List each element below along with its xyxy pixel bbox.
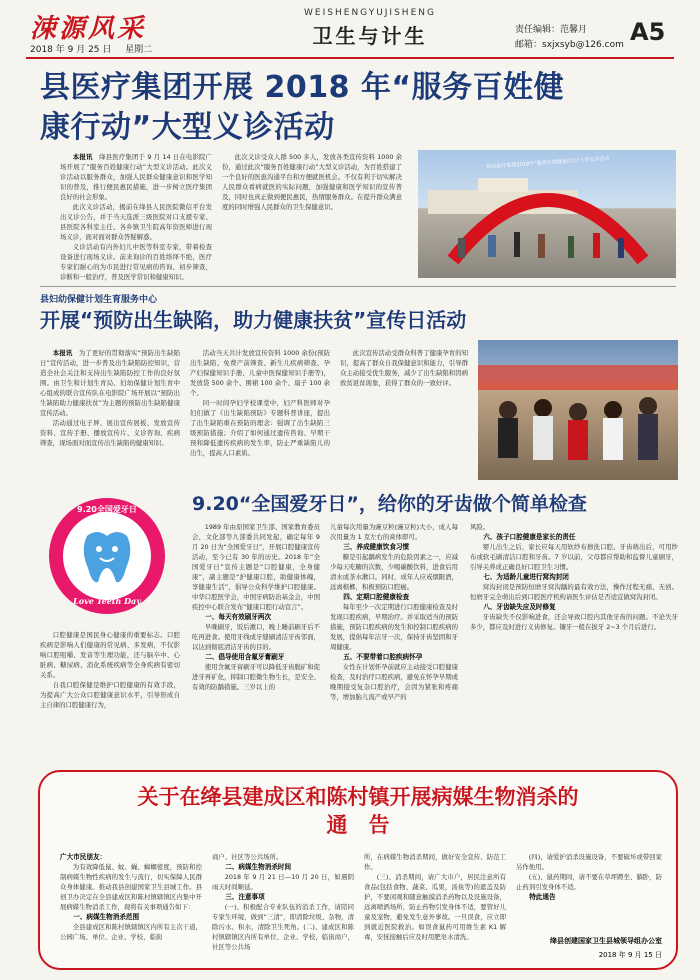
issue-date [30, 42, 152, 55]
article3-col2-c: 使用含氟牙膏刷牙可以降低牙齿脱矿和促进牙再矿化，抑制口腔微生物生长，是安全、有效的防龋措施。三岁以上的 [192, 663, 320, 691]
article3-col2 [192, 522, 320, 762]
article3-col3 [330, 522, 458, 762]
arch-banner-text: 绛县医疗集团2018年“服务百姓健康行动”大型义诊活动 [486, 155, 610, 171]
article2-p2: 活动通过电子屏、展出宣传展板、发放宣传资料、宣传手册、播放宣传片、义诊咨询、疾病筛查，现场面对面宣传出生缺陷的健康知识。 [40, 419, 180, 447]
article2-col1 [40, 348, 180, 486]
paper-name: 涑源风采 [30, 14, 147, 44]
tip-heading-5: 五、不要带着口腔疾病怀孕 [343, 653, 423, 661]
tip-heading-3: 三、养成健康饮食习惯 [343, 543, 410, 551]
editor-line [515, 22, 587, 35]
article1-headline-line1: 县医疗集团开展 2018 年“服务百姓健 [40, 70, 565, 105]
tip-heading-1: 一、每天有效刷牙两次 [205, 613, 272, 621]
crowd-illustration [478, 340, 678, 480]
notice-c4-b: (五)、鼠药期间，请不要在草坪蹲坐、躺卧，防止药剂引发身体不适。 [516, 873, 662, 891]
notice-c4-a: (四)、请爱护消杀设施设备，不要破坏或带回家另作他用。 [516, 853, 662, 871]
article2-p3: 活动当天共计发放宣传资料 1000 余份(预防出生缺陷、免费产前筛查、新生儿疾病筛查、孕产妇保健知识手册、儿童中医保健知识手册等)，发放袋 500 余个、围裙 100 余个、扇子 100 余个。 [190, 349, 330, 397]
article2-col3 [340, 348, 468, 458]
article2-p1: 为了更好的贯彻落实“预防出生缺陷日”宣传活动，进一步普及出生缺陷防控知识，营造全社会关注和支持出生缺陷防控工作的良好氛围。由卫生和计划生育局、妇幼保健计划生育中心组成的联合宣传队在电影院广场开展以“预防出生缺陷助力健康扶贫”为主题的预防出生缺陷健康宣传活动。 [40, 349, 180, 417]
notice-c2-c: (一)、积极配合专业队伍的消杀工作，请陪同专家生环境，做到“三清”，即清除垃圾、杂物，清除污水、积水，清除卫生死角。(二)、建成区和陈村镇辖镇区内所有单位、企业、学校，临街商户，社区等公共场 [212, 903, 354, 951]
notice-heading-2: 二、病媒生物消杀时间 [225, 863, 292, 871]
notice-box [38, 770, 678, 970]
article3-col3-d: 女性在计划怀孕前就应主动接受口腔健康检查，及时治疗口腔疾病，避免在怀孕早期或晚期接受复杂口腔治疗，会因为紧张和疼痛等，增加胎儿流产或早产的 [330, 663, 458, 701]
notice-heading-1: 一、病媒生物消杀范围 [73, 913, 140, 921]
article3-col3-b: 糖是引起龋病发生的危险因素之一，应减少每天吃糖的次数，少喝碳酸饮料，进食后用清水或茶水漱口。同时，成年人应戒烟限酒，远离槟榔，积极预防口腔癌。 [330, 553, 458, 591]
tip-heading-8: 八、牙齿缺失应及时修复 [483, 603, 556, 611]
logo-top-text: 9.20全国爱牙日 [77, 505, 137, 514]
article3-col1 [40, 630, 180, 760]
section-title: 卫生与计生 [312, 24, 428, 48]
notice-c3-a: 所，在病媒生物消杀期间，做好安全宣传、防范工作。 [364, 853, 506, 871]
article3-col4-c: 窝沟封闭是预防恒磨牙窝沟龋的最有效方法，操作过程无痛、无创。恒磨牙完全萌出后到口腔医疗机构请医生评估是否适宜做窝沟封闭。 [470, 583, 678, 601]
article1-lead: 本报讯 [72, 153, 93, 161]
page-number: A5 [630, 18, 666, 46]
notice-greeting: 广大市民朋友： [60, 853, 107, 861]
event-arch-illustration [418, 150, 676, 278]
section-pinyin: WEISHENGYUJISHENG [304, 8, 436, 18]
header-rule [26, 57, 674, 59]
notice-heading-3: 三、注意事项 [225, 893, 265, 901]
tip-heading-6: 六、孩子口腔健康是家长的责任 [483, 533, 576, 541]
tip-heading-4: 四、定期口腔健康检查 [343, 593, 410, 601]
article3-col2-b: 早晚刷牙，饭后漱口，晚上睡前刷牙后不吃再进食。使用牙线或牙缝刷清洁牙齿邻面，以达到彻底清洁牙齿的目的。 [192, 623, 320, 651]
article3-col4-a: 风险。 [470, 523, 490, 531]
article2-col2 [190, 348, 330, 476]
notice-closing: 特此通告 [529, 893, 556, 901]
notice-c2-b: 2018 年 9 月 21 日—10 月 20 日，如遇阴雨天时间顺延。 [212, 873, 354, 891]
notice-c3-b: (三)、消杀期间，请广大市户，居民注意所有食品(包括食物、蔬菜、瓜果，汤鱼等)的遮盖及防护，不要闲观和随意触摸消杀药物以及设施设备，远离喷洒场所，防止药物引发身体不适，要管好儿童及宠物，避免发生意外事故。一旦误食，应立即到就近医院救治。如误食鼠药可用维生素 K1 解毒，安抚接触后应及时用肥皂水清洗。 [364, 873, 506, 941]
article1-p4: 此次义诊受众人群 500 多人，发放各类宣传资料 1000 余份，通过此次“服务百姓健康行动”大型义诊活动，为百姓搭建了一个良好的医患沟通平台和方便就医机会。不仅有利于切实解决人民群众看病就医的实际问题，加强健康和医学知识的宣传普及，同时也真正做到便民惠民，热情服务群众。在提升群众满意度的同时增强人民群众的卫生保健意识。 [222, 153, 402, 211]
article3-col2-a: 1989 年由原国家卫生部、国家教育委员会，文化部等九部委共同发起，确定每年 9 月 20 日为“全国爱牙日”，开展口腔健康宣传活动，至今已有 30 年的历史。2018 年“全国爱牙日”宣传主题是“口腔健康，全身健康”，副主题是“护健康口腔，助健康体魄，享健康生活”，倡导公众科学维护口腔健康。中华口腔医学会，中国牙病防治基金会，中国疾控中心联合发布“健康口腔行动宣言”。 [192, 523, 320, 611]
article3-headline: 9.20“全国爱牙日”，给你的牙齿做个简单检查 [192, 493, 587, 515]
article1-col1 [60, 152, 212, 282]
notice-col4 [516, 852, 662, 932]
divider-1 [40, 286, 676, 287]
email-label: 邮箱： [515, 40, 543, 50]
editor-label: 责任编辑： [515, 25, 561, 35]
article1-p3: 义诊活动有内外妇儿中医等科室专家，带着检查设备进行现场义诊。前来询诊的百姓络绎不绝，医疗专家们耐心的为市民进行常见病的咨询、初步筛查，诊断和一般治疗，普及医学常识和健康知识。 [60, 243, 212, 281]
article3-col3-c: 每年至少一次定期进行口腔健康检查及时发现口腔疾病，早期治疗。并采取适当的预防措施，预防口腔疾病的发生和控制口腔疾病的发展，提倡每年洁牙一次，保持牙齿坚固和牙周健康。 [330, 603, 458, 651]
article3-intro-b: 自我口腔保健是维护口腔健康的有效手段，为提高广大公众口腔健康意识水平，引导形成自主自律的口腔健康行为， [40, 681, 180, 709]
article3-col4-d: 牙齿缺失不仅影响进食，还会导致口腔内其他牙齿的问题。不论失牙多少，都应及时进行义齿修复。镶牙一般在拔牙 2~3 个月后进行。 [470, 613, 678, 631]
article2-p4: 同一时间孕妇学校课堂中，妇产科医师对孕妇们做了《出生缺陷预防》专题科普讲座，提出了出生缺陷重在预防的理念：强调了出生缺陷三级预防措施；介绍了如何通过遗传咨询、早期干预和降低遗传疾病的发生率，防止严重缺陷儿的出生，提高人口素质。 [190, 399, 330, 457]
editor-name: 范馨月 [560, 25, 588, 35]
article2-p5: 此次宣传活动受群众科普了健康孕育的知识，提高了群众自我保健意识和能力，引导群众主动接受优生服务，减少了出生缺陷和因病致贫返贫现象，获得了群众的一致好评。 [340, 349, 468, 387]
article2-kicker: 县妇幼保健计划生育服务中心 [40, 295, 158, 305]
notice-c2-a: 商户、社区等公共场所。 [212, 853, 283, 861]
logo-bottom-text: Love Teeth Day [73, 596, 141, 606]
masthead [0, 0, 700, 60]
notice-c1-a: 为有效降低鼠、蚊、蝇、蟑螂密度，预防和控制病媒生物性疾病的发生与流行，切实保障人民群众身体健康。推动我县创建国家卫生县城工作。县创卫办决定在全县建成区和陈村镇辖镇区内集中开展病媒生物消杀工作，现将有关事项通告如下： [60, 863, 202, 911]
notice-col1 [60, 852, 202, 967]
notice-c1-b: 全县建成区和陈村镇辖镇区内所有主次干道，公园广场、单位、企业、学校、临街 [60, 923, 202, 941]
love-teeth-logo [38, 494, 176, 618]
notice-col3 [364, 852, 506, 967]
email-line [515, 37, 624, 50]
tip-heading-2: 二、倡导使用含氟牙膏刷牙 [205, 653, 285, 661]
article1-p2: 此次义诊活动，揭前在绛县人民医院微信平台发出义诊公告，并于当天选派三级医院对口支援专家、县医院各科室主任、各乡镇卫生院高年资医师进行现场义诊，面对面对群众答疑解惑。 [60, 203, 212, 241]
article1-photo [418, 150, 676, 278]
notice-sign-date: 2018 年 9 月 15 日 [598, 951, 662, 959]
article3-col3-a: 儿童每次用量为豌豆粒(豌豆粒)大小，成人每次用量为 1 克左右的膏体即可。 [330, 523, 458, 541]
article2-headline: 开展“预防出生缺陷，助力健康扶贫”宣传日活动 [40, 308, 467, 332]
notice-signer: 绛县创建国家卫生县城领导组办公室 [550, 937, 662, 945]
article3-col4-b: 婴儿出生之后，家长应每天用软纱布擦洗口腔。牙齿萌出后，可用纱布或软毛刷清洁口腔和牙齿。7 岁以前，父母都应帮助和监督儿童刷牙，引导关养成正确良好口腔卫生习惯。 [470, 543, 678, 571]
article3-intro-a: 口腔健康是国民身心健康的重要标志。口腔疾病是影响人们健康的常见病、多发病，不仅影响口腔咀嚼、发音等生理功能，还与脑卒中、心脏病、糖尿病、消化系统疾病等全身疾病有密切关系。 [40, 631, 180, 679]
article2-lead: 本报讯 [52, 349, 73, 357]
weekday-text: 星期二 [125, 45, 153, 55]
notice-title-line1: 关于在绛县建成区和陈村镇开展病媒生物消杀的 [137, 785, 579, 809]
article1-headline [40, 68, 680, 148]
article2-photo [478, 340, 678, 480]
notice-title-line2: 通 告 [326, 813, 390, 837]
tip-heading-7: 七、为适龄儿童进行窝沟封闭 [483, 573, 569, 581]
article3-col4 [470, 522, 678, 762]
article1-col2 [222, 152, 402, 282]
article1-p1: 绛县医疗集团于 9 月 14 日在电影院广场开展了“服务百姓健康行动”大型义诊活动。此次义诊活动以服务群众，加强人民群众健康意识和医学知识的普及，推行便民惠民措施，进一步树立医疗集团良好的社会形象。 [60, 153, 212, 201]
date-text: 2018 年 9 月 25 日 [30, 45, 112, 55]
notice-col2 [212, 852, 354, 967]
email-address: sxjxsyb@126.com [542, 40, 624, 50]
article1-headline-line2: 康行动”大型义诊活动 [40, 110, 335, 145]
